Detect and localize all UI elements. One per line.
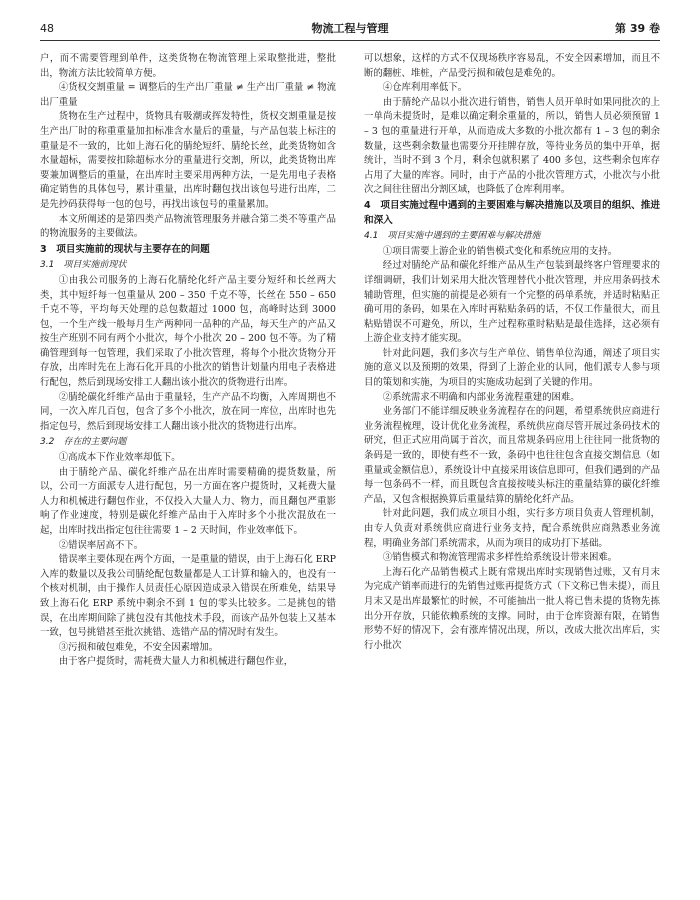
- paragraph: ①由我公司服务的上海石化腈纶化纤产品主要分短纤和长丝两大类，其中短纤每一包重量从 200 – 350 千克不等，长丝在 550 – 650 千克不等，平均每天处理的总包数超过 1000 包，高峰时达到 3000 包，一个生产线一般每月生产两种同一品种的产品，每天生产的产品又按生产班别不同有两个小批次，每个小批次 20 – 200 包不等。为了精确管理到每一包管理，我们采取了小批次管理，将每个小批次货物分开存放，出库时先在上海石化开具的小批次的销售计划量内用电子表格进行配包，然后到现场安排工人翻出该小批次的货物进行出库。: [40, 274, 336, 389]
- header-rule: [40, 40, 660, 41]
- paragraph: ②错误率居高不下。: [58, 539, 144, 551]
- section-heading: 3 项目实施前的现状与主要存在的问题: [40, 243, 210, 255]
- paragraph: ②系统需求不明确和内部业务流程重建的困难。: [382, 391, 580, 403]
- paragraph: 上海石化产品销售模式上既有常规出库时实现销售过账，又有月末为完成产销率而进行的先销售过账再提货方式（下文称已售未提），而且月末又是出库最繁忙的时候，不可能抽出一批人将已售未提的货物先拣出分开存放，只能依赖系统的支撑。同时，由于仓库资源有限，在销售形势不好的情况下，会有涨库情况出现，所以，改成大批次出库后，实行小批次: [364, 566, 660, 651]
- paragraph: ③污损和破包难免，不安全因素增加。: [58, 641, 219, 653]
- paragraph: ③销售模式和物流管理需求多样性给系统设计带来困难。: [382, 552, 618, 564]
- paragraph: ①高成本下作业效率却低下。: [58, 452, 181, 464]
- paragraph: ④仓库利用率低下。: [382, 82, 468, 94]
- paragraph: 针对此问题，我们成立项目小组，实行多方项目负责人管理机制，由专人负责对系统供应商进行业务支持，配合系统供应商熟悉业务流程，明确业务部门系统需求，从而为项目的成功打下基础。: [364, 508, 660, 549]
- paragraph: 经过对腈纶产品和碳化纤维产品从生产包装到最终客户管理要求的详细调研，我们计划采用大批次管理替代小批次管理，并应用条码技术辅助管理，但实施的前提是必须有一个完整的码单系统，并适时粘贴正确可用的条码，如果在入库时再粘贴条码的话，不仅工作量很大，而且粘贴错误不可避免，所以，生产过程称重时粘贴是最佳选择，这必须有上游企业支持才能实现。: [364, 260, 660, 345]
- section-heading: 4 项目实施过程中遇到的主要困难与解决措施以及项目的组织、推进和深入: [364, 199, 660, 226]
- paragraph: ②腈纶碳化纤维产品由于重量轻，生产产品不均衡，入库周期也不同，一次入库几百包，包含了多个小批次，放在同一库位，出库时也先指定包号，然后到现场安排工人翻出该小批次的货物进行出库。: [40, 391, 336, 432]
- paragraph: ①项目需要上游企业的销售模式变化和系统应用的支持。: [382, 245, 618, 257]
- journal-title: 物流工程与管理: [311, 22, 389, 35]
- paragraph: 由于腈纶产品以小批次进行销售，销售人员开单时如果同批次的上一单尚未提货时，是难以确定剩余重量的，所以，销售人员必须预留 1 – 3 包的重量进行开单，从而造成大多数的小批次都有 1 – 3 包的剩余数量，这些剩余数量也需要分开挂牌存放，等待业务员的集中开单，据统计，当时不到 3 个月，剩余包就积累了 400 多包，这些剩余包库存占用了大量的库容。同时，由于产品的小批次管理方式，小批次与小批次之间往往留出分割区域，也降低了仓库利用率。: [364, 96, 660, 196]
- paragraph: 户，而不需要管理到单件，这类货物在物流管理上采取整批进，整批出，物流方法比较简单方便。: [40, 53, 336, 79]
- paragraph: 业务部门不能详细反映业务流程存在的问题，希望系统供应商进行业务流程梳理，设计优化业务流程，系统供应商尽管开展过条码技术的研究，但正式应用尚属于首次，而且常规条码应用上往往同一批货物的条码是一致的，即使有些不一致，条码中也往往包含直接交割信息（如重量或金额信息），系统设计中直接采用该信息即可，但我们遇到的产品每一包条码不一样，而且既包含直接按唛头标注的重量结算的碳化纤维产品，又包含根据换算后重量结算的腈纶化纤产品。: [364, 406, 660, 505]
- paragraph: 由于客户提货时，需耗费大量人力和机械进行翻包作业，: [58, 656, 294, 668]
- subsection-heading: 4.1 项目实施中遇到的主要困难与解决措施: [364, 231, 541, 242]
- paragraph: 可以想象，这样的方式不仅现场秩序容易乱，不安全因素增加，而且不断的翻桩、堆桩，产品受污损和破包是难免的。: [364, 53, 660, 79]
- paragraph: ④货权交割重量 = 调整后的生产出厂重量 ≠ 生产出厂重量 ≠ 物流出厂重量: [40, 82, 336, 108]
- left-column: [40, 52, 336, 892]
- subsection-heading: 3.1 项目实施前现状: [40, 260, 127, 271]
- subsection-heading: 3.2 存在的主要问题: [40, 437, 127, 448]
- paragraph: 针对此问题，我们多次与生产单位、销售单位沟通，阐述了项目实施的意义以及预期的效果，得到了上游企业的认同，他们派专人参与项目的策划和实施，为项目的实施成功起到了关键的作用。: [364, 347, 660, 389]
- page-number: 48: [40, 22, 54, 35]
- volume-label: 第 39 卷: [615, 22, 660, 35]
- paragraph: 本文所阐述的是第四类产品物流管理服务并融合第二类不等重产品的物流服务的主要做法。: [40, 213, 336, 240]
- page-header: [40, 20, 660, 38]
- paragraph: 由于腈纶产品、碳化纤维产品在出库时需要精确的提货数量，所以，公司一方面派专人进行配包，另一方面在客户提货时，又耗费大量人力和机械进行翻包作业，不仅投入大量人力、物力，而且翻包严重影响了作业速度，特别是碳化纤维产品由于入库时多个小批次混放在一起，出库时找出指定包往往需要 1 – 2 天时间，作业效率低下。: [40, 466, 336, 536]
- right-column: [364, 52, 660, 892]
- paragraph: 货物在生产过程中，货物具有吸潮或挥发特性，货权交割重量是按生产出厂时的称重重量加扣标准含水量后的重量，与产品包装上标注的重量是不一致的，比如上海石化的腈纶短纤、腈纶长丝，此类货物如含水量超标，需要按扣除超标水分的重量进行交割，所以，此类货物出库要兼加调整后的重量，在出库时主要采用两种方法，一是先用电子表格确定销售的具体包号，累计重量，出库时翻包找出该包号进行出库，二是先抄码获得每一包的包号，再找出该包号的重量累加。: [40, 111, 336, 210]
- paragraph: 错误率主要体现在两个方面，一是重量的错误，由于上海石化 ERP 入库的数量以及我公司腈纶配包数量都是人工计算和输入的，也没有一个核对机制，由于操作人员责任心原因造成录入错误在所难免，结果导致上海石化 ERP 系统中剩余不到 1 包的零头比较多。二是挑包的错误，在出库期间除了挑包没有其他技术手段，而该产品外包装上又基本一致，包号挑错甚至批次挑错、选错产品的情况时有发生。: [40, 554, 336, 639]
